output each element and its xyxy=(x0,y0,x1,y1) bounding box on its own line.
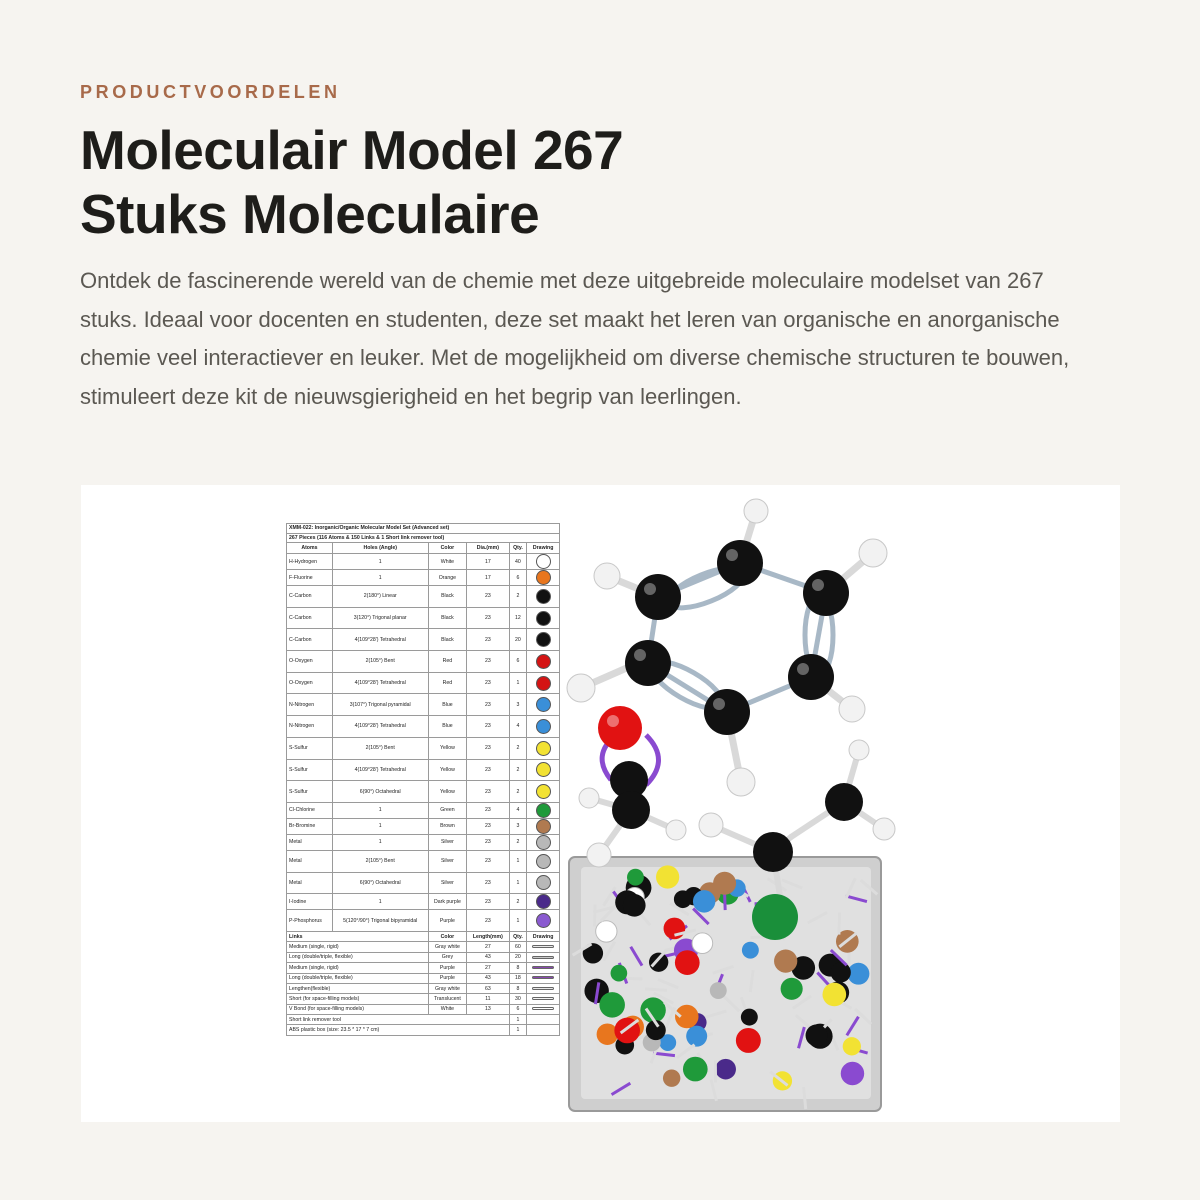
atom-holes: 1 xyxy=(332,834,428,850)
column-header: Length(mm) xyxy=(467,931,509,941)
atom-holes: 2(180°) Linear xyxy=(332,586,428,608)
atom-diameter: 23 xyxy=(467,716,509,738)
atom-color: Silver xyxy=(428,850,467,872)
box-label: ABS plastic box (size: 23.5 * 17 * 7 cm) xyxy=(287,1025,510,1035)
atom-color: Orange xyxy=(428,570,467,586)
atom-quantity: 3 xyxy=(509,818,527,834)
atom-color: Blue xyxy=(428,694,467,716)
atom-holes: 2(105°) Bent xyxy=(332,737,428,759)
atom-swatch xyxy=(536,894,551,909)
link-color: Gray white xyxy=(428,942,467,952)
link-quantity: 18 xyxy=(509,973,527,983)
atom-diameter: 23 xyxy=(467,802,509,818)
atom-piece xyxy=(830,962,850,982)
title-line-1: Moleculair Model 267 xyxy=(80,119,624,181)
atom-color: Yellow xyxy=(428,759,467,781)
link-length: 63 xyxy=(467,983,509,993)
link-name: Lengthen(flexible) xyxy=(287,983,429,993)
atom-color: Green xyxy=(428,802,467,818)
column-header: Qty. xyxy=(509,543,527,554)
table-heading-row xyxy=(287,533,560,543)
atom-piece xyxy=(848,963,870,985)
page-title xyxy=(80,118,800,246)
link-name: Long (double/triple, flexible) xyxy=(287,973,429,983)
atom-diameter: 23 xyxy=(467,834,509,850)
link-color: White xyxy=(428,1004,467,1014)
atom-name: I-Iodine xyxy=(287,894,333,910)
column-header: Color xyxy=(428,543,467,554)
atom-quantity: 3 xyxy=(509,694,527,716)
molecular-model-illustration xyxy=(551,485,1120,1122)
atom-name: Metal xyxy=(287,850,333,872)
atom-holes: 4(109°28') Tetrahedral xyxy=(332,716,428,738)
link-quantity: 20 xyxy=(509,952,527,962)
product-description: Ontdek de fascinerende wereld van de chemie met deze uitgebreide moleculaire modelset van 267 stuks. Ideaal voor docenten en studenten, deze set maakt het leren van organische en anorganische chemie veel interactiever en leuker. Met de mogelijkheid om diverse chemische structuren te bouwen, stimuleert deze kit de nieuwsgierigheid en het begrip van leerlingen. xyxy=(80,268,1070,409)
table-row xyxy=(287,963,560,973)
atom-color: Black xyxy=(428,629,467,651)
table-header-row xyxy=(287,543,560,554)
atom-quantity: 4 xyxy=(509,802,527,818)
atom-name: Metal xyxy=(287,872,333,894)
atom-quantity: 6 xyxy=(509,570,527,586)
table-row xyxy=(287,942,560,952)
atom-quantity: 1 xyxy=(509,872,527,894)
table-heading-row xyxy=(287,524,560,534)
table-row xyxy=(287,672,560,694)
atom-diameter: 23 xyxy=(467,607,509,629)
atom-swatch xyxy=(536,875,551,890)
atom-name: S-Sulfur xyxy=(287,759,333,781)
atom-swatch xyxy=(536,913,551,928)
link-name: Short (for space-filling models) xyxy=(287,994,429,1004)
atom-quantity: 2 xyxy=(509,737,527,759)
atom-diameter: 23 xyxy=(467,672,509,694)
column-header: Holes (Angle) xyxy=(332,543,428,554)
atom-swatch xyxy=(536,741,551,756)
atom-color: Dark purple xyxy=(428,894,467,910)
atom-piece xyxy=(741,1009,758,1026)
product-image xyxy=(81,485,1120,1122)
atom-swatch xyxy=(536,611,551,626)
atom-name: F-Fluorine xyxy=(287,570,333,586)
column-header: Dia.(mm) xyxy=(467,543,509,554)
atom-name: H-Hydrogen xyxy=(287,554,333,570)
atom-name: C-Carbon xyxy=(287,629,333,651)
link-length: 11 xyxy=(467,994,509,1004)
atom-swatch xyxy=(536,835,551,850)
table-row xyxy=(287,818,560,834)
atom-swatch xyxy=(536,819,551,834)
atom-piece xyxy=(656,865,679,888)
atom-piece xyxy=(692,933,713,954)
link-color: Purple xyxy=(428,963,467,973)
table-row xyxy=(287,651,560,673)
atom-holes: 1 xyxy=(332,802,428,818)
table-row xyxy=(287,894,560,910)
table-row xyxy=(287,834,560,850)
link-name: Medium (single, rigid) xyxy=(287,942,429,952)
atom-piece xyxy=(623,894,646,917)
table-heading: 267 Pieces (116 Atoms & 150 Links & 1 Short link remover tool) xyxy=(287,533,560,543)
atom-diameter: 23 xyxy=(467,586,509,608)
atom-color: Red xyxy=(428,672,467,694)
tool-quantity: 1 xyxy=(509,1015,527,1025)
atom-piece xyxy=(781,978,803,1000)
atom-diameter: 23 xyxy=(467,910,509,932)
oxygen-carbon-model xyxy=(579,706,686,867)
atom-piece xyxy=(649,953,668,972)
column-header: Qty. xyxy=(509,931,527,941)
atom-color: Yellow xyxy=(428,737,467,759)
link-quantity: 8 xyxy=(509,963,527,973)
atom-piece xyxy=(742,942,759,959)
atom-name: C-Carbon xyxy=(287,586,333,608)
atom-quantity: 2 xyxy=(509,834,527,850)
atom-swatch xyxy=(536,554,551,569)
atom-name: S-Sulfur xyxy=(287,781,333,803)
atom-name: N-Nitrogen xyxy=(287,694,333,716)
column-header: Links xyxy=(287,931,429,941)
atom-quantity: 1 xyxy=(509,850,527,872)
atom-quantity: 2 xyxy=(509,781,527,803)
atom-holes: 6(90°) Octahedral xyxy=(332,781,428,803)
link-quantity: 8 xyxy=(509,983,527,993)
table-row xyxy=(287,910,560,932)
atom-diameter: 17 xyxy=(467,554,509,570)
atom-piece xyxy=(806,1024,828,1046)
link-quantity: 6 xyxy=(509,1004,527,1014)
atom-diameter: 23 xyxy=(467,694,509,716)
atom-swatch xyxy=(536,697,551,712)
atom-color: Purple xyxy=(428,910,467,932)
column-header: Drawing xyxy=(527,931,560,941)
atom-color: Black xyxy=(428,586,467,608)
atom-piece xyxy=(596,921,617,942)
atom-piece xyxy=(843,1037,861,1055)
atom-holes: 1 xyxy=(332,570,428,586)
atom-piece xyxy=(599,992,625,1018)
atom-holes: 1 xyxy=(332,894,428,910)
link-quantity: 60 xyxy=(509,942,527,952)
table-row xyxy=(287,759,560,781)
table-row xyxy=(287,554,560,570)
column-header: Drawing xyxy=(527,543,560,554)
link-name: Medium (single, rigid) xyxy=(287,963,429,973)
table-row xyxy=(287,994,560,1004)
atom-diameter: 23 xyxy=(467,629,509,651)
table-row xyxy=(287,607,560,629)
link-name: V Bond (for space-filling models) xyxy=(287,1004,429,1014)
title-line-2: Stuks Moleculaire xyxy=(80,183,540,245)
table-row xyxy=(287,570,560,586)
link-color: Translucent xyxy=(428,994,467,1004)
box-quantity: 1 xyxy=(509,1025,527,1035)
atom-color: Silver xyxy=(428,834,467,850)
table-row xyxy=(287,737,560,759)
table-row xyxy=(287,802,560,818)
atom-color: White xyxy=(428,554,467,570)
atom-swatch xyxy=(536,570,551,585)
table-row xyxy=(287,983,560,993)
table-row xyxy=(287,872,560,894)
benzene-model xyxy=(567,499,887,796)
table-row xyxy=(287,1015,560,1025)
atom-piece xyxy=(683,1057,708,1082)
tool-label: Short link remover tool xyxy=(287,1015,510,1025)
atom-swatch xyxy=(536,632,551,647)
atom-name: Cl-Chlorine xyxy=(287,802,333,818)
atom-quantity: 40 xyxy=(509,554,527,570)
atom-holes: 4(109°28') Tetrahedral xyxy=(332,672,428,694)
atom-diameter: 23 xyxy=(467,759,509,781)
table-row xyxy=(287,1025,560,1035)
atom-name: N-Nitrogen xyxy=(287,716,333,738)
atom-piece xyxy=(715,1059,736,1080)
atom-piece xyxy=(663,1069,680,1086)
atom-swatch xyxy=(536,676,551,691)
link-color: Gray white xyxy=(428,983,467,993)
atom-piece xyxy=(674,890,692,908)
atom-color: Black xyxy=(428,607,467,629)
link-length: 27 xyxy=(467,942,509,952)
table-row xyxy=(287,1004,560,1014)
atom-holes: 1 xyxy=(332,554,428,570)
atom-color: Red xyxy=(428,651,467,673)
table-row xyxy=(287,781,560,803)
atom-swatch xyxy=(536,654,551,669)
atom-name: Metal xyxy=(287,834,333,850)
atom-holes: 3(120°) Trigonal planar xyxy=(332,607,428,629)
atom-name: C-Carbon xyxy=(287,607,333,629)
atom-name: O-Oxygen xyxy=(287,651,333,673)
atom-diameter: 17 xyxy=(467,570,509,586)
link-piece xyxy=(804,1087,806,1109)
atom-quantity: 1 xyxy=(509,672,527,694)
table-row xyxy=(287,973,560,983)
atom-piece xyxy=(710,982,727,999)
atom-holes: 4(109°28') Tetrahedral xyxy=(332,629,428,651)
link-piece xyxy=(645,989,667,990)
atom-diameter: 23 xyxy=(467,781,509,803)
atom-diameter: 23 xyxy=(467,872,509,894)
atom-piece xyxy=(611,965,628,982)
atom-holes: 6(90°) Octahedral xyxy=(332,872,428,894)
link-color: Grey xyxy=(428,952,467,962)
atom-name: Br-Bromine xyxy=(287,818,333,834)
atom-piece xyxy=(774,949,797,972)
atom-quantity: 1 xyxy=(509,910,527,932)
atom-name: O-Oxygen xyxy=(287,672,333,694)
atom-color: Brown xyxy=(428,818,467,834)
atom-diameter: 23 xyxy=(467,651,509,673)
atom-piece xyxy=(597,1023,619,1045)
atom-quantity: 2 xyxy=(509,759,527,781)
atom-holes: 2(105°) Bent xyxy=(332,651,428,673)
atom-quantity: 12 xyxy=(509,607,527,629)
atom-swatch xyxy=(536,589,551,604)
atom-quantity: 2 xyxy=(509,894,527,910)
atom-swatch xyxy=(536,719,551,734)
atom-holes: 5(120°/90°) Trigonal bipyramidal xyxy=(332,910,428,932)
column-header: Atoms xyxy=(287,543,333,554)
atom-swatch xyxy=(536,854,551,869)
atom-piece xyxy=(693,890,715,912)
table-row xyxy=(287,850,560,872)
atom-piece xyxy=(675,950,700,975)
atom-swatch xyxy=(536,784,551,799)
atom-holes: 4(109°28') Tetrahedral xyxy=(332,759,428,781)
table-row xyxy=(287,586,560,608)
table-row xyxy=(287,629,560,651)
atom-diameter: 23 xyxy=(467,737,509,759)
atom-color: Blue xyxy=(428,716,467,738)
link-quantity: 30 xyxy=(509,994,527,1004)
atom-swatch xyxy=(536,803,551,818)
atom-quantity: 4 xyxy=(509,716,527,738)
specification-table xyxy=(286,523,560,1036)
atom-piece xyxy=(841,1062,864,1085)
link-length: 27 xyxy=(467,963,509,973)
atom-diameter: 23 xyxy=(467,850,509,872)
table-row xyxy=(287,716,560,738)
atom-diameter: 23 xyxy=(467,818,509,834)
atom-holes: 3(107°) Trigonal pyramidal xyxy=(332,694,428,716)
link-length: 43 xyxy=(467,973,509,983)
section-eyebrow: PRODUCTVOORDELEN xyxy=(80,82,341,102)
atom-piece xyxy=(627,869,644,886)
atom-piece xyxy=(823,983,847,1007)
link-color: Purple xyxy=(428,973,467,983)
table-heading: XMM-022: Inorganic/Organic Molecular Model Set (Advanced set) xyxy=(287,524,560,534)
link-length: 13 xyxy=(467,1004,509,1014)
atom-quantity: 6 xyxy=(509,651,527,673)
link-piece xyxy=(839,913,840,935)
atom-color: Silver xyxy=(428,872,467,894)
atom-diameter: 23 xyxy=(467,894,509,910)
atom-piece xyxy=(686,1026,707,1047)
atom-color: Yellow xyxy=(428,781,467,803)
atom-piece xyxy=(713,872,736,895)
table-header-row xyxy=(287,931,560,941)
link-length: 43 xyxy=(467,952,509,962)
atom-quantity: 2 xyxy=(509,586,527,608)
atom-swatch xyxy=(536,762,551,777)
atom-holes: 1 xyxy=(332,818,428,834)
table-row xyxy=(287,694,560,716)
atom-piece xyxy=(664,918,686,940)
link-name: Long (double/triple, flexible) xyxy=(287,952,429,962)
atom-name: P-Phosphorus xyxy=(287,910,333,932)
column-header: Color xyxy=(428,931,467,941)
table-row xyxy=(287,952,560,962)
atom-piece xyxy=(736,1028,761,1053)
atom-name: S-Sulfur xyxy=(287,737,333,759)
atom-holes: 2(105°) Bent xyxy=(332,850,428,872)
atom-quantity: 20 xyxy=(509,629,527,651)
